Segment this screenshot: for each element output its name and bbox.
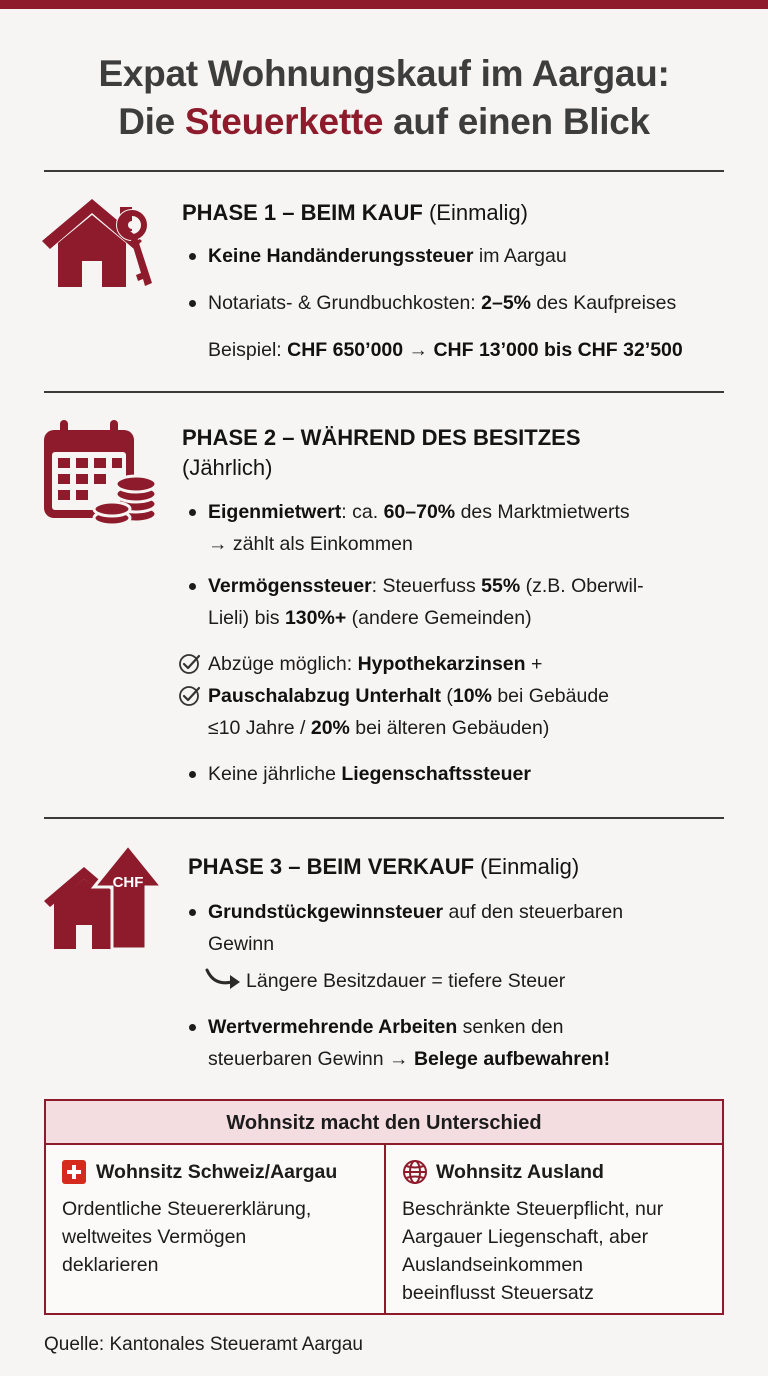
calendar-coins-icon: [42, 418, 158, 530]
divider-3: [44, 817, 724, 819]
phase-2-deduction-2: Pauschalabzug Unterhalt (10% bei Gebäude: [208, 685, 610, 707]
curved-arrow-icon: [204, 966, 244, 992]
globe-icon: [402, 1159, 428, 1185]
phase-2-deduction-1: Abzüge möglich: Hypothekarzinsen +: [208, 653, 543, 675]
phase-3-bullet-2-line-2: steuerbaren Gewinn → Belege aufbewahren!: [208, 1048, 611, 1070]
phase-1-heading: PHASE 1 – BEIM KAUF (Einmalig): [182, 200, 528, 225]
bullet-dot: [189, 509, 196, 516]
bullet-dot: [189, 909, 196, 916]
bullet-dot: [189, 771, 196, 778]
phase-2-heading: PHASE 2 – WÄHREND DES BESITZES: [182, 425, 581, 450]
phase-2-deduction-2-line-2: ≤10 Jahre / 20% bei älteren Gebäuden): [208, 717, 550, 739]
phase-1-bullet-2: Notariats- & Grundbuchkosten: 2–5% des Kaufpreises: [208, 292, 677, 314]
check-circle-icon: [178, 652, 202, 676]
residence-left-line-2: weltweites Vermögen: [62, 1226, 247, 1248]
chf-label: CHF: [112, 874, 144, 891]
title-line-2: Die Steuerkette auf einen Blick: [118, 101, 650, 142]
phase-3-heading: PHASE 3 – BEIM VERKAUF (Einmalig): [188, 854, 580, 879]
divider-1: [44, 170, 724, 172]
phase-1-bullet-1: Keine Handänderungssteuer im Aargau: [208, 245, 567, 267]
phase-2-bullet-3: Keine jährliche Liegenschaftssteuer: [208, 763, 531, 785]
swiss-flag-icon: [62, 1160, 86, 1184]
residence-right-line-3: Auslandseinkommen: [402, 1254, 584, 1276]
residence-right-title: Wohnsitz Ausland: [436, 1161, 604, 1183]
residence-left-title: Wohnsitz Schweiz/Aargau: [96, 1161, 338, 1183]
divider-2: [44, 391, 724, 393]
top-accent-bar: [0, 0, 768, 9]
phase-2-bullet-1: Eigenmietwert: ca. 60–70% des Marktmietwerts: [208, 501, 630, 523]
phase-2-bullet-2: Vermögenssteuer: Steuerfuss 55% (z.B. Oberwil-: [208, 575, 644, 597]
residence-right-line-2: Aargauer Liegenschaft, aber: [402, 1226, 649, 1248]
phase-2-bullet-2-line-2: Lieli) bis 130%+ (andere Gemeinden): [208, 607, 532, 629]
residence-column-divider: [384, 1145, 386, 1313]
residence-left-line-3: deklarieren: [62, 1254, 159, 1276]
phase-3-bullet-2: Wertvermehrende Arbeiten senken den: [208, 1016, 564, 1038]
residence-left-line-1: Ordentliche Steuererklärung,: [62, 1198, 312, 1220]
check-circle-icon: [178, 684, 202, 708]
residence-right-line-4: beeinflusst Steuersatz: [402, 1282, 594, 1304]
bullet-dot: [189, 583, 196, 590]
phase-1-example: Beispiel: CHF 650’000 → CHF 13’000 bis CHF 32’500: [208, 339, 683, 361]
source-note: Quelle: Kantonales Steueramt Aargau: [44, 1334, 363, 1355]
residence-header: Wohnsitz macht den Unterschied: [46, 1101, 722, 1145]
phase-3-bullet-1-line-2: Gewinn: [208, 933, 275, 955]
phase-2-bullet-1-line-2: → zählt als Einkommen: [208, 533, 413, 555]
page-title: [0, 50, 768, 146]
residence-right-line-1: Beschränkte Steuerpflicht, nur: [402, 1198, 664, 1220]
bullet-dot: [189, 253, 196, 260]
bullet-dot: [189, 1024, 196, 1031]
title-line-1: Expat Wohnungskauf im Aargau:: [98, 53, 670, 94]
phase-3-bullet-1: Grundstückgewinnsteuer auf den steuerbaren: [208, 901, 624, 923]
bullet-dot: [189, 300, 196, 307]
house-chf-arrow-icon: [42, 843, 164, 951]
residence-comparison-box: [44, 1099, 724, 1315]
phase-2-heading-sub: (Jährlich): [182, 455, 273, 480]
house-key-icon: [40, 195, 160, 291]
phase-3-subnote: Längere Besitzdauer = tiefere Steuer: [246, 970, 566, 992]
title-accent: Steuerkette: [184, 101, 384, 142]
